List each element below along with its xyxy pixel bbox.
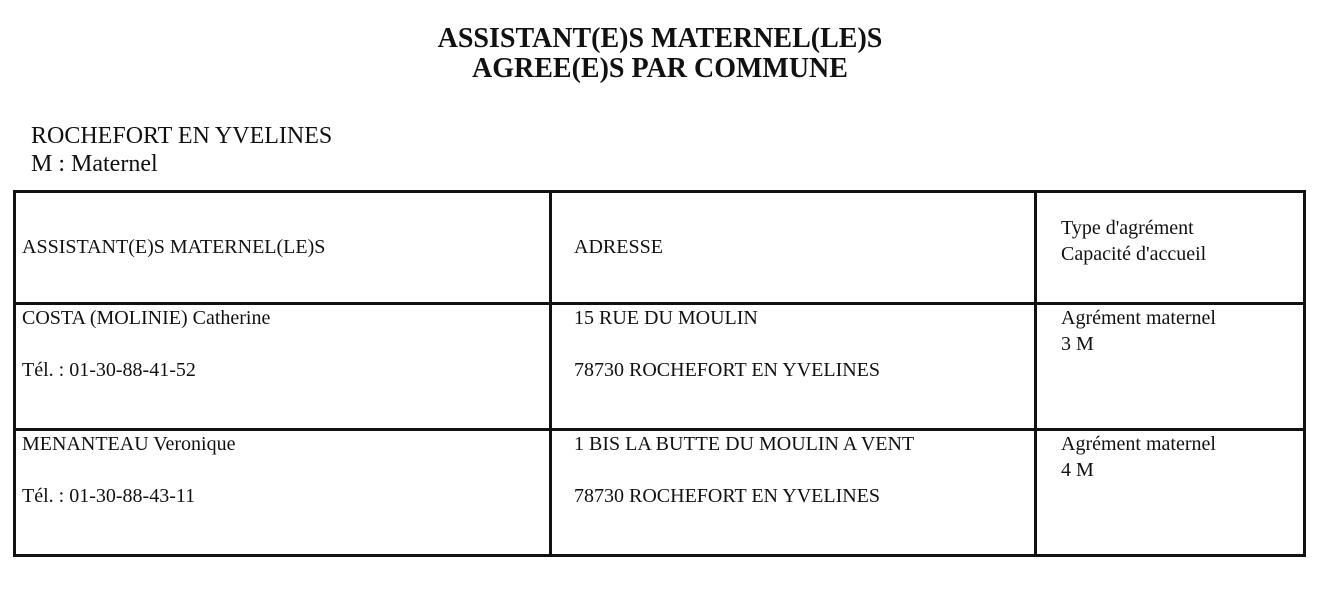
agrement-capacity: 3 M [1061, 333, 1094, 355]
commune-header [31, 122, 332, 178]
header-type [1036, 192, 1305, 304]
assistants-table [13, 190, 1306, 557]
commune-name: ROCHEFORT EN YVELINES [31, 123, 333, 149]
title-line-1: ASSISTANT(E)S MATERNEL(LE)S [437, 23, 883, 54]
agrement-cell [1036, 430, 1305, 556]
type-legend: M : Maternel [31, 151, 158, 177]
address-street: 15 RUE DU MOULIN [574, 307, 758, 329]
header-type-line-1: Type d'agrément [1061, 217, 1194, 239]
assistant-phone: Tél. : 01-30-88-41-52 [22, 359, 196, 381]
agrement-type: Agrément maternel [1061, 307, 1216, 329]
assistant-cell [15, 304, 551, 430]
assistant-name: COSTA (MOLINIE) Catherine [22, 307, 271, 329]
table-header-row [15, 192, 1305, 304]
address-cell [551, 304, 1036, 430]
table-row [15, 430, 1305, 556]
header-assistant: ASSISTANT(E)S MATERNEL(LE)S [15, 192, 551, 304]
header-address: ADRESSE [551, 192, 1036, 304]
agrement-capacity: 4 M [1061, 459, 1094, 481]
document-title [0, 24, 1320, 84]
title-line-2: AGREE(E)S PAR COMMUNE [472, 53, 848, 84]
assistant-name: MENANTEAU Veronique [22, 433, 236, 455]
address-city: 78730 ROCHEFORT EN YVELINES [574, 485, 881, 507]
assistant-phone: Tél. : 01-30-88-43-11 [22, 485, 196, 507]
table-row [15, 304, 1305, 430]
assistant-cell [15, 430, 551, 556]
agrement-cell [1036, 304, 1305, 430]
address-city: 78730 ROCHEFORT EN YVELINES [574, 359, 881, 381]
header-type-line-2: Capacité d'accueil [1061, 243, 1207, 265]
address-street: 1 BIS LA BUTTE DU MOULIN A VENT [574, 433, 915, 455]
agrement-type: Agrément maternel [1061, 433, 1216, 455]
address-cell [551, 430, 1036, 556]
